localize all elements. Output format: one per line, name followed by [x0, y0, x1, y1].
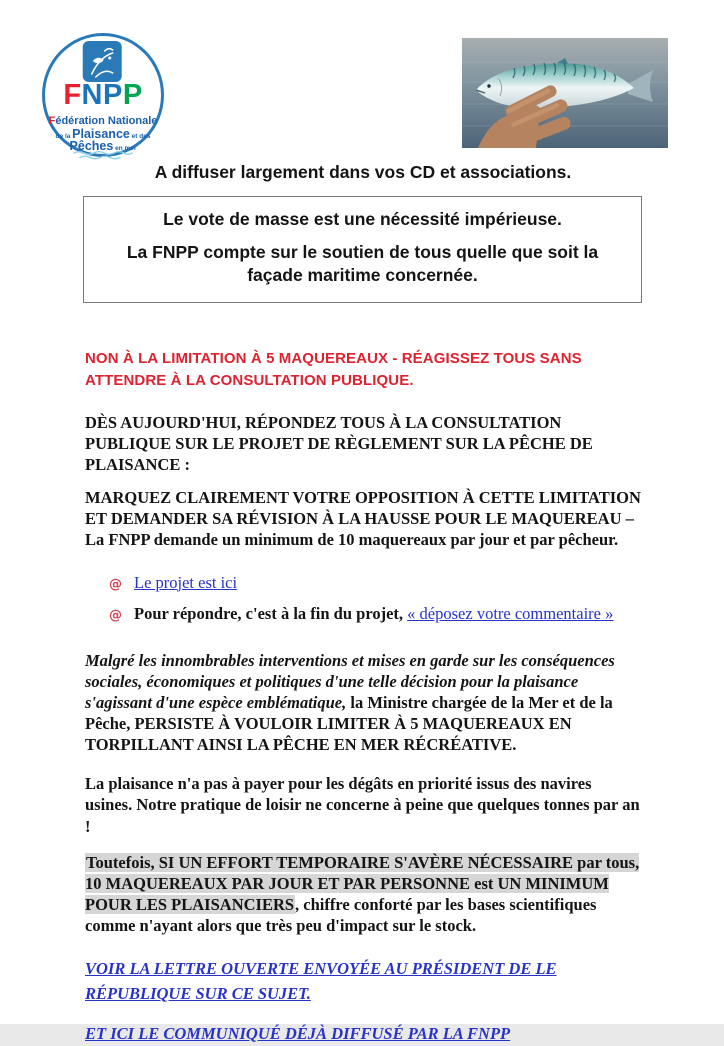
- project-link[interactable]: Le projet est ici: [134, 572, 238, 592]
- logo-letter: P: [102, 79, 123, 111]
- logo-name-line1: [45, 116, 161, 127]
- communique-link[interactable]: ET ICI LE COMMUNIQUÉ DÉJÀ DIFFUSÉ PAR LA FNPP: [85, 1023, 511, 1043]
- logo-acronym: [45, 81, 161, 110]
- open-letter-link[interactable]: VOIR LA LETTRE OUVERTE ENVOYÉE AU PRÉSIDENT DE LE RÉPUBLIQUE SUR CE SUJET.: [85, 959, 557, 1003]
- malgre-italic-text: Malgré les innombrables interventions et mises en garde sur les conséquences sociales, économiques et politiques d'une telle décision pour la plaisance s'agissant d'une espèce emblématique,: [85, 650, 615, 712]
- malgre-rest-text: la Ministre chargée de la Mer et de la Pêche, PERSISTE À VOULOIR LIMITER À 5 MAQUEREAUX EN TORPILLANT AINSI LA PÊCHE EN MER RÉCRÉATIVE.: [85, 693, 613, 755]
- logo-main-text: Pêches: [69, 139, 114, 153]
- logo-small-text: de la: [55, 133, 73, 140]
- vote-banner-box: [83, 196, 642, 303]
- list-item: [109, 603, 641, 625]
- waves-icon: [70, 150, 136, 160]
- plaisance-paragraph: La plaisance n'a pas à payer pour les dégâts en priorité issus des navires usines. Notre pratique de loisir ne concerne à peine que quelques tonnes par an !: [85, 774, 640, 836]
- logo-name-rest: édération Nationale: [55, 115, 158, 127]
- distribution-note: A diffuser largement dans vos CD et associations.: [154, 162, 572, 182]
- toutefois-rest-text: , chiffre conforté par les bases scientifiques comme n'ayant alors que très peu d'impact sur le stock.: [85, 894, 597, 935]
- logo-letter: N: [81, 79, 103, 111]
- toutefois-paragraph: [85, 852, 641, 936]
- malgre-paragraph: [85, 650, 641, 756]
- document-body: [85, 160, 641, 1046]
- communique-link-line: [85, 1022, 641, 1046]
- fnpp-logo: [42, 33, 164, 157]
- open-letter-link-line: [85, 957, 641, 1007]
- logo-small-text: en mer: [113, 145, 137, 152]
- at-bullet-icon: @: [109, 608, 122, 624]
- fisherman-emblem-icon: [83, 41, 122, 82]
- respond-text: Pour répondre, c'est à la fin du projet,: [134, 604, 408, 624]
- list-item: [109, 572, 641, 594]
- consultation-paragraph: DÈS AUJOURD'HUI, RÉPONDEZ TOUS À LA CONSULTATION PUBLIQUE SUR LE PROJET DE RÈGLEMENT SUR LA PÊCHE DE PLAISANCE :: [85, 412, 593, 475]
- logo-circle: [42, 33, 164, 157]
- logo-letter: F: [63, 79, 82, 111]
- mackerel-photo: [462, 38, 668, 148]
- at-bullet-icon: @: [109, 576, 122, 592]
- opposition-paragraph: MARQUEZ CLAIREMENT VOTRE OPPOSITION À CETTE LIMITATION ET DEMANDER SA RÉVISION À LA HAUSSE POUR LE MAQUEREAU – La FNPP demande un minimum de 10 maquereaux par jour et par pêcheur.: [85, 488, 641, 550]
- logo-small-text: et des: [129, 133, 151, 140]
- logo-letter: P: [122, 79, 143, 111]
- banner-line-1: Le vote de masse est une nécessité impérieuse.: [163, 209, 562, 229]
- highlight-text: Toutefois, SI UN EFFORT TEMPORAIRE S'AVÈRE NÉCESSAIRE par tous, 10 MAQUEREAUX PAR JOUR ET PAR PERSONNE est UN MINIMUM POUR LES PLAISANCIERS: [85, 852, 640, 914]
- logo-main-text: Plaisance: [72, 127, 130, 141]
- banner-line-2: La FNPP compte sur le soutien de tous quelle que soit la façade maritime concernée.: [126, 241, 599, 286]
- comment-link[interactable]: « déposez votre commentaire »: [407, 604, 614, 624]
- alert-headline: NON À LA LIMITATION À 5 MAQUEREAUX - RÉAGISSEZ TOUS SANS ATTENDRE À LA CONSULTATION PUBLIQUE.: [85, 349, 582, 390]
- logo-name-initial: F: [48, 115, 56, 127]
- respond-instruction: [134, 603, 613, 624]
- action-list: [85, 572, 641, 625]
